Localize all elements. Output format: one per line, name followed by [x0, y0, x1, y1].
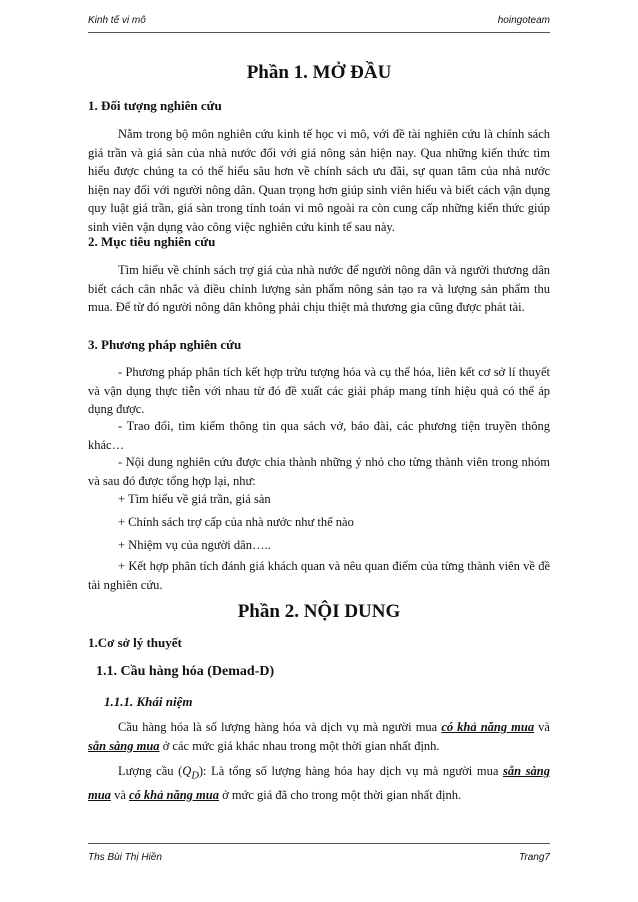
theory-section-title: 1.Cơ sở lý thuyết	[88, 635, 182, 650]
section-1-title: 1. Đối tượng nghiên cứu	[88, 98, 222, 113]
emphasis-able-to-buy: có khả năng mua	[129, 788, 219, 802]
header-rule	[88, 32, 550, 33]
part2-title: Phần 2. NỘI DUNG	[237, 601, 401, 622]
list-item: + Nhiệm vụ của người dân…..	[118, 538, 271, 552]
section-3-title: 3. Phương pháp nghiên cứu	[88, 337, 242, 352]
section-3-para-4: + Kết hợp phân tích đánh giá khách quan và nêu quan điểm của từng thành viên về đề tài nghiên cứu.	[88, 559, 550, 592]
demand-definition: Cầu hàng hóa là số lượng hàng hóa và dịch vụ mà người mua có khả năng mua và sẵn sàng mua ở các mức giá khác nhau trong một thời gian nhất định.	[88, 720, 550, 753]
page-footer	[88, 852, 550, 868]
part1-title: Phần 1. MỞ ĐẦU	[246, 62, 392, 83]
section-2-title: 2. Mục tiêu nghiên cứu	[88, 234, 216, 249]
emphasis-able-to-buy: có khả năng mua	[441, 720, 535, 734]
emphasis-willing-to-buy: sẵn sàng mua	[88, 764, 550, 802]
concept-section-title: 1.1.1. Khái niệm	[104, 694, 193, 709]
page-number: Trang7	[519, 852, 550, 863]
header-course: Kinh tế vi mô	[88, 15, 146, 26]
section-3-para-3: - Nội dung nghiên cứu được chia thành những ý nhỏ cho từng thành viên trong nhóm và sau đó được tổng hợp lại, như:	[88, 455, 550, 488]
section-3-para-2: - Trao đổi, tìm kiếm thông tin qua sách vở, báo đài, các phương tiện truyền thông khác…	[88, 419, 550, 452]
section-2-text: Tìm hiểu về chính sách trợ giá của nhà nước để người nông dân và người thương dân biết cách cân nhắc và điều chỉnh lượng sản phẩm nông sản tạo ra và lượng sản phẩm thu mua. Để từ đó người nông dân không phải chịu thiệt mà thương gia cũng được phát tài.	[88, 263, 550, 314]
demand-section-title: 1.1. Cầu hàng hóa (Demad-D)	[96, 664, 275, 679]
page-header	[88, 15, 550, 31]
header-team: hoingoteam	[497, 15, 550, 26]
section-1-text: Nằm trong bộ môn nghiên cứu kinh tế học vi mô, với đề tài nghiên cứu là chính sách giá trần và giá sàn của nhà nước đối với giá nông sản hiện nay. Qua những kiến thức tìm hiểu được chúng ta có thể hiểu sâu hơn về chính sách ưu đãi, sự quan tâm của nhà nước hiện nay đối với người nông dân. Quan trọng hơn giúp sinh viên hiểu và biết cách vận dụng quy luật giá trần, giá sàn trong tính toán vi mô ngoài ra còn cung cấp những kiến thức giúp sinh viên vận dụng vào công việc nghiên cứu kinh tế sau này.	[88, 127, 550, 234]
section-3-para-1: - Phương pháp phân tích kết hợp trừu tượng hóa và cụ thể hóa, liên kết cơ sở lí thuyết và vận dụng thực tiễn với nhau từ đó đề xuất các giải pháp mang tính hiệu quả có thể áp dụng được.	[88, 365, 550, 416]
qd-symbol: $Q_D$	[182, 764, 199, 782]
footer-author: Ths Bùi Thị Hiền	[88, 852, 162, 863]
footer-rule	[88, 843, 550, 844]
quantity-demanded-definition: Lượng cầu $(Q_D)$: Là tổng số lượng hàng hóa hay dịch vụ mà người mua sẵn sàng mua và có khả năng mua ở mức giá đã cho trong một thời gian nhất định.	[88, 764, 550, 802]
list-item: + Tìm hiểu về giá trần, giá sàn	[118, 492, 271, 506]
emphasis-willing-to-buy: sẵn sàng mua	[88, 738, 160, 753]
list-item: + Chính sách trợ cấp của nhà nước như thế nào	[118, 515, 354, 529]
